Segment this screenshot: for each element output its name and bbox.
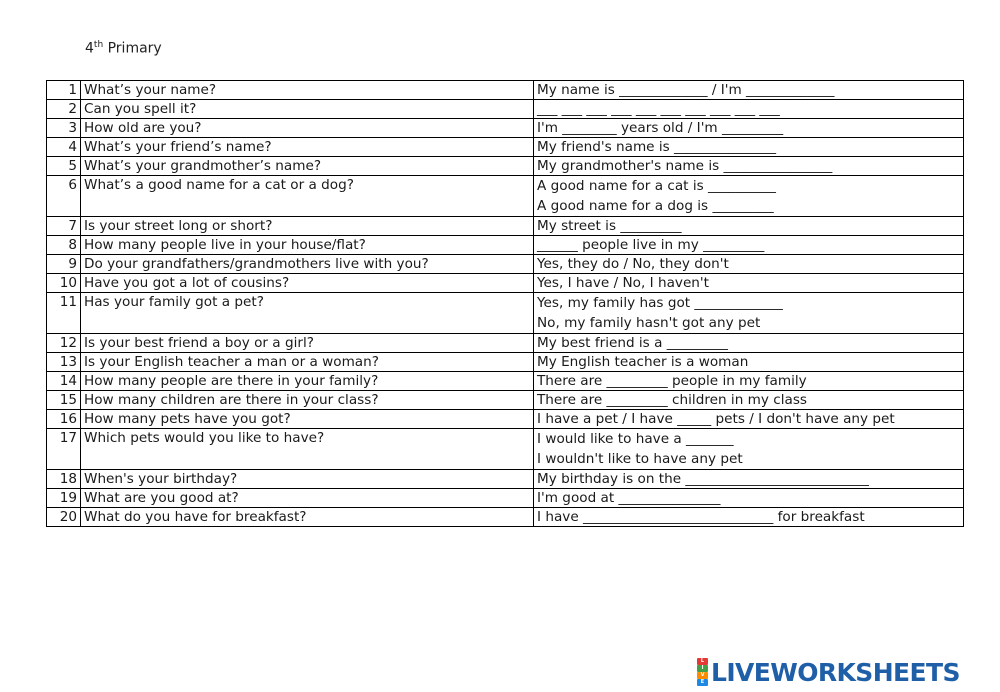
question-number: 8 [47, 236, 81, 255]
table-row [47, 157, 964, 176]
question-text: What do you have for breakfast? [81, 508, 534, 527]
answer-line: I have ____________________________ for breakfast [537, 509, 865, 525]
answer-line: ___ ___ ___ ___ ___ ___ ___ ___ ___ ___ [537, 101, 780, 117]
answer-line: There are _________ children in my class [537, 392, 807, 408]
table-row [47, 293, 964, 334]
answer-line: My best friend is a _________ [537, 335, 728, 351]
table-row [47, 334, 964, 353]
logo-letter-block: E [697, 679, 708, 686]
question-text: Which pets would you like to have? [81, 429, 534, 470]
question-number: 9 [47, 255, 81, 274]
answer-line: My name is _____________ / I'm _____________ [537, 82, 835, 98]
logo-letter-block: V [697, 672, 708, 679]
question-number: 16 [47, 410, 81, 429]
question-text: What’s a good name for a cat or a dog? [81, 176, 534, 217]
logo-blocks-icon [697, 658, 708, 686]
answer-cell [534, 353, 964, 372]
brand-name: LIVEWORKSHEETS [711, 657, 960, 687]
table-row [47, 391, 964, 410]
answer-cell [534, 429, 964, 470]
questions-table-body [47, 81, 964, 527]
question-text: When's your birthday? [81, 470, 534, 489]
heading-level: Primary [107, 40, 162, 57]
answer-line: A good name for a cat is __________ [537, 178, 776, 194]
answer-line: Yes, they do / No, they don't [537, 256, 729, 272]
answer-cell [534, 470, 964, 489]
table-row [47, 274, 964, 293]
question-number: 20 [47, 508, 81, 527]
question-text: How many pets have you got? [81, 410, 534, 429]
logo-letter-block: L [697, 658, 708, 665]
question-number: 19 [47, 489, 81, 508]
table-row [47, 217, 964, 236]
question-text: How many people are there in your family? [81, 372, 534, 391]
liveworksheets-logo [697, 657, 960, 687]
answer-cell [534, 119, 964, 138]
answer-cell [534, 81, 964, 100]
answer-line: My birthday is on the ___________________________ [537, 471, 869, 487]
logo-letter-block: I [697, 665, 708, 672]
table-row [47, 138, 964, 157]
question-number: 14 [47, 372, 81, 391]
answer-line: I'm good at _______________ [537, 490, 721, 506]
answer-cell [534, 391, 964, 410]
answer-line: My English teacher is a woman [537, 354, 749, 370]
table-row [47, 176, 964, 217]
answer-line: My friend's name is _______________ [537, 139, 776, 155]
answer-cell [534, 274, 964, 293]
table-row [47, 255, 964, 274]
answer-cell [534, 334, 964, 353]
answer-line: Yes, my family has got _____________ [537, 295, 783, 311]
question-number: 3 [47, 119, 81, 138]
answer-cell [534, 508, 964, 527]
answer-line: No, my family hasn't got any pet [537, 315, 761, 331]
answer-line: There are _________ people in my family [537, 373, 807, 389]
question-number: 5 [47, 157, 81, 176]
table-row [47, 429, 964, 470]
answer-cell [534, 489, 964, 508]
question-text: What are you good at? [81, 489, 534, 508]
question-number: 11 [47, 293, 81, 334]
question-text: How many children are there in your class? [81, 391, 534, 410]
question-text: Can you spell it? [81, 100, 534, 119]
question-text: Has your family got a pet? [81, 293, 534, 334]
answer-line: I'm ________ years old / I'm _________ [537, 120, 784, 136]
question-text: Do your grandfathers/grandmothers live with you? [81, 255, 534, 274]
question-text: What’s your friend’s name? [81, 138, 534, 157]
table-row [47, 410, 964, 429]
question-number: 6 [47, 176, 81, 217]
answer-cell [534, 217, 964, 236]
table-row [47, 119, 964, 138]
question-text: What’s your name? [81, 81, 534, 100]
heading-grade: 4 [85, 40, 94, 57]
question-number: 18 [47, 470, 81, 489]
question-number: 7 [47, 217, 81, 236]
answer-line: My grandmother's name is ________________ [537, 158, 833, 174]
question-number: 12 [47, 334, 81, 353]
table-row [47, 489, 964, 508]
answer-cell [534, 410, 964, 429]
question-number: 2 [47, 100, 81, 119]
answer-cell [534, 372, 964, 391]
question-text: How many people live in your house/flat? [81, 236, 534, 255]
table-row [47, 353, 964, 372]
table-row [47, 470, 964, 489]
answer-line: I would like to have a _______ [537, 431, 734, 447]
table-row [47, 236, 964, 255]
table-row [47, 81, 964, 100]
answer-line: Yes, I have / No, I haven't [537, 275, 709, 291]
questions-table [46, 80, 964, 527]
question-number: 4 [47, 138, 81, 157]
answer-line: I have a pet / I have _____ pets / I don't have any pet [537, 411, 895, 427]
question-number: 13 [47, 353, 81, 372]
answer-cell [534, 100, 964, 119]
question-text: Is your English teacher a man or a woman? [81, 353, 534, 372]
question-text: What’s your grandmother’s name? [81, 157, 534, 176]
heading-ordinal: th [93, 40, 104, 50]
answer-cell [534, 255, 964, 274]
answer-cell [534, 157, 964, 176]
answer-line: I wouldn't like to have any pet [537, 451, 743, 467]
question-number: 15 [47, 391, 81, 410]
answer-line: My street is _________ [537, 218, 682, 234]
answer-cell [534, 176, 964, 217]
answer-cell [534, 236, 964, 255]
question-number: 1 [47, 81, 81, 100]
answer-cell [534, 138, 964, 157]
table-row [47, 372, 964, 391]
question-text: Is your street long or short? [81, 217, 534, 236]
answer-line: A good name for a dog is _________ [537, 198, 774, 214]
question-text: How old are you? [81, 119, 534, 138]
table-row [47, 508, 964, 527]
question-text: Is your best friend a boy or a girl? [81, 334, 534, 353]
question-number: 17 [47, 429, 81, 470]
question-number: 10 [47, 274, 81, 293]
question-text: Have you got a lot of cousins? [81, 274, 534, 293]
answer-cell [534, 293, 964, 334]
answer-line: ______ people live in my _________ [537, 237, 765, 253]
table-row [47, 100, 964, 119]
worksheet-heading [85, 40, 162, 57]
